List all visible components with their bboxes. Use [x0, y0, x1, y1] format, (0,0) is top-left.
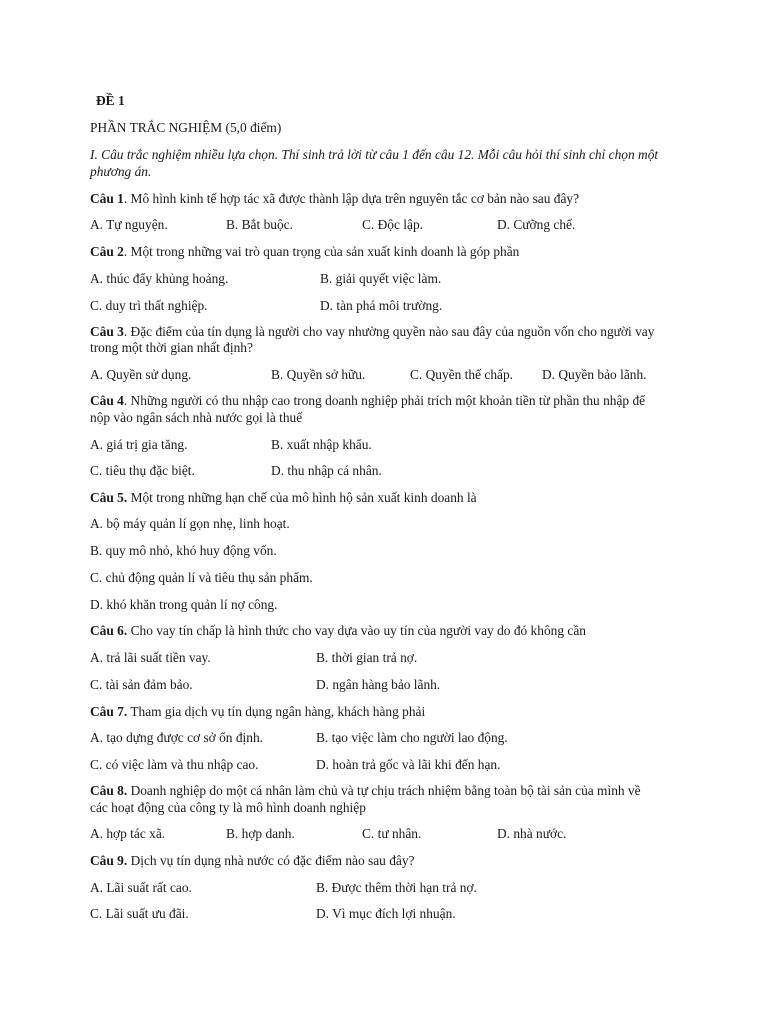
q3-option-c: C. Quyền thế chấp.: [410, 367, 514, 382]
q4-option-d: D. thu nhập cá nhân.: [271, 463, 382, 478]
q2-option-a: A. thúc đẩy khủng hoảng.: [90, 271, 229, 286]
question-7: [90, 704, 425, 720]
question-number: Câu 1: [90, 191, 124, 206]
q9-option-d: D. Vì mục đích lợi nhuận.: [316, 906, 456, 921]
q7-option-b: B. tạo việc làm cho người lao động.: [316, 730, 508, 745]
q3-option-b: B. Quyền sở hữu.: [271, 367, 366, 382]
question-1: [90, 191, 579, 207]
question-9: [90, 853, 415, 869]
question-text: Cho vay tín chấp là hình thức cho vay dựa vào uy tín của người vay do đó không cần: [127, 623, 586, 638]
q5-option-d: D. khó khăn trong quản lí nợ công.: [90, 597, 278, 612]
question-4: [90, 393, 645, 409]
question-number: Câu 6.: [90, 623, 128, 638]
question-6: [90, 623, 586, 639]
q9-option-b: B. Được thêm thời hạn trả nợ.: [316, 880, 477, 895]
q1-option-c: C. Độc lập.: [362, 217, 423, 232]
question-number: Câu 4: [90, 393, 124, 408]
section-heading: PHẦN TRẮC NGHIỆM (5,0 điểm): [90, 120, 282, 135]
q1-option-a: A. Tự nguyện.: [90, 217, 168, 232]
instructions-line-1: I. Câu trắc nghiệm nhiều lựa chọn. Thí sinh trả lời từ câu 1 đến câu 12. Mỗi câu hỏi thí sinh chỉ chọn một: [90, 147, 659, 162]
question-number: Câu 8.: [90, 783, 128, 798]
q4-option-a: A. giá trị gia tăng.: [90, 437, 188, 452]
q2-option-d: D. tàn phá môi trường.: [320, 298, 443, 313]
q8-option-d: D. nhà nước.: [497, 826, 567, 841]
question-number: Câu 3: [90, 324, 124, 339]
question-number: Câu 2: [90, 244, 124, 259]
question-8-continued: các hoạt động của công ty là mô hình doanh nghiệp: [90, 800, 366, 815]
question-2: [90, 244, 519, 260]
question-text: Tham gia dịch vụ tín dụng ngân hàng, khách hàng phải: [127, 704, 426, 719]
q4-option-b: B. xuất nhập khẩu.: [271, 437, 372, 452]
question-text: . Mô hình kinh tế hợp tác xã được thành lập dựa trên nguyên tắc cơ bản nào sau đây?: [123, 191, 580, 206]
question-number: Câu 9.: [90, 853, 128, 868]
q7-option-d: D. hoàn trả gốc và lãi khi đến hạn.: [316, 757, 501, 772]
q2-option-c: C. duy trì thất nghiệp.: [90, 298, 208, 313]
question-text: . Đặc điểm của tín dụng là người cho vay nhường quyền nào sau đây của nguồn vốn cho người vay: [123, 324, 655, 339]
question-text: . Những người có thu nhập cao trong doanh nghiệp phải trích một khoản tiền từ phần thu nhập để: [123, 393, 646, 408]
q9-option-c: C. Lãi suất ưu đãi.: [90, 906, 189, 921]
q9-option-a: A. Lãi suất rất cao.: [90, 880, 192, 895]
question-number: Câu 7.: [90, 704, 128, 719]
instructions-line-2: phương án.: [90, 164, 152, 179]
q5-option-b: B. quy mô nhỏ, khó huy động vốn.: [90, 543, 277, 558]
q6-option-a: A. trả lãi suất tiền vay.: [90, 650, 211, 665]
q1-option-b: B. Bắt buộc.: [226, 217, 293, 232]
q5-option-a: A. bộ máy quản lí gọn nhẹ, linh hoạt.: [90, 516, 290, 531]
q7-option-a: A. tạo dựng được cơ sở ổn định.: [90, 730, 263, 745]
question-8: [90, 783, 641, 799]
q5-option-c: C. chủ động quản lí và tiêu thụ sản phẩm.: [90, 570, 313, 585]
q8-option-c: C. tư nhân.: [362, 826, 422, 841]
question-4-continued: nộp vào ngân sách nhà nước gọi là thuế: [90, 410, 303, 425]
q3-option-a: A. Quyền sử dụng.: [90, 367, 192, 382]
q6-option-b: B. thời gian trả nợ.: [316, 650, 418, 665]
q2-option-b: B. giải quyết việc làm.: [320, 271, 442, 286]
q1-option-d: D. Cưỡng chế.: [497, 217, 576, 232]
question-text: Doanh nghiệp do một cá nhân làm chủ và tự chịu trách nhiệm bằng toàn bộ tài sản của mình về: [127, 783, 641, 798]
q4-option-c: C. tiêu thụ đặc biệt.: [90, 463, 195, 478]
q3-option-d: D. Quyền bảo lãnh.: [542, 367, 647, 382]
q6-option-c: C. tài sản đảm bảo.: [90, 677, 193, 692]
question-text: . Một trong những vai trò quan trọng của sản xuất kinh doanh là góp phần: [123, 244, 520, 259]
question-5: [90, 490, 477, 506]
question-number: Câu 5.: [90, 490, 128, 505]
question-3: [90, 324, 654, 340]
question-text: Một trong những hạn chế của mô hình hộ sản xuất kinh doanh là: [127, 490, 477, 505]
q6-option-d: D. ngân hàng bảo lãnh.: [316, 677, 441, 692]
q8-option-a: A. hợp tác xã.: [90, 826, 166, 841]
exam-title: ĐỀ 1: [96, 93, 125, 108]
question-3-continued: trong một thời gian nhất định?: [90, 340, 253, 355]
q8-option-b: B. hợp danh.: [226, 826, 295, 841]
q7-option-c: C. có việc làm và thu nhập cao.: [90, 757, 259, 772]
question-text: Dịch vụ tín dụng nhà nước có đặc điểm nào sau đây?: [127, 853, 415, 868]
